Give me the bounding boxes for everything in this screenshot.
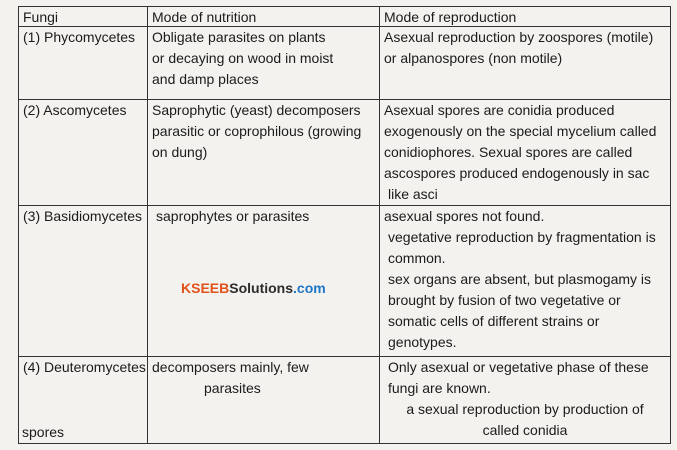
table-header-row (19, 7, 671, 27)
table-row (19, 27, 671, 100)
reproduction-line: brought by fusion of two vegetative or (388, 292, 621, 308)
nutrition-line: and damp places (152, 71, 259, 87)
reproduction-line: vegetative reproduction by fragmentation is (388, 229, 656, 245)
table-row (19, 206, 671, 357)
reproduction-line: somatic cells of different strains or (388, 313, 600, 329)
reproduction-line: ascospores produced endogenously in sac (384, 165, 650, 181)
reproduction-line: common. (388, 250, 446, 266)
reproduction-line: exogenously on the special mycelium called (384, 123, 657, 139)
nutrition-line: Obligate parasites on plants (152, 29, 326, 45)
reproduction-line: genotypes. (388, 334, 457, 350)
reproduction-cell (380, 100, 671, 206)
fungi-name: (4) Deuteromycetes (23, 359, 146, 375)
fungi-classification-table (18, 6, 671, 444)
header-mode-of-reproduction: Mode of reproduction (380, 7, 671, 27)
fungi-cell (19, 100, 148, 206)
reproduction-line: sex organs are absent, but plasmogamy is (388, 271, 652, 287)
nutrition-line: on dung) (152, 144, 208, 160)
table-row (19, 100, 671, 206)
fungi-cell (19, 206, 148, 357)
nutrition-cell (148, 27, 380, 100)
nutrition-line: parasitic or coprophilous (growing (152, 123, 362, 139)
reproduction-line: asexual spores not found. (384, 208, 545, 224)
watermark-part-com: .com (293, 280, 326, 296)
nutrition-line: parasites (204, 380, 261, 396)
reproduction-line: conidiophores. Sexual spores are called (384, 144, 633, 160)
reproduction-cell (380, 206, 671, 357)
reproduction-line: fungi are known. (388, 380, 491, 396)
table-row (19, 357, 671, 444)
header-mode-of-nutrition: Mode of nutrition (148, 7, 380, 27)
header-fungi: Fungi (19, 7, 148, 27)
reproduction-cell (380, 357, 671, 444)
trailing-spores-label: spores (22, 424, 65, 440)
nutrition-line: or decaying on wood in moist (152, 50, 334, 66)
reproduction-line: Asexual reproduction by zoospores (motile) (384, 29, 654, 45)
reproduction-cell (380, 27, 671, 100)
nutrition-cell (148, 100, 380, 206)
nutrition-line: saprophytes or parasites (156, 208, 310, 224)
reproduction-line: Asexual spores are conidia produced (384, 102, 615, 118)
nutrition-cell (148, 357, 380, 444)
watermark-part-solutions: Solutions (229, 280, 294, 296)
watermark-part-kseeb: KSEEB (181, 280, 230, 296)
reproduction-line: like asci (388, 186, 438, 202)
reproduction-line: a sexual reproduction by production of (406, 401, 644, 417)
nutrition-line: Saprophytic (yeast) decomposers (152, 102, 361, 118)
nutrition-line: decomposers mainly, few (152, 359, 309, 375)
fungi-name: (2) Ascomycetes (23, 102, 127, 118)
reproduction-line: Only asexual or vegetative phase of these (388, 359, 649, 375)
fungi-name: (1) Phycomycetes (23, 29, 136, 45)
site-watermark (181, 280, 326, 296)
fungi-name: (3) Basidiomycetes (23, 208, 143, 224)
reproduction-line: or alpanospores (non motile) (384, 50, 563, 66)
fungi-cell (19, 27, 148, 100)
reproduction-line: called conidia (482, 422, 568, 438)
